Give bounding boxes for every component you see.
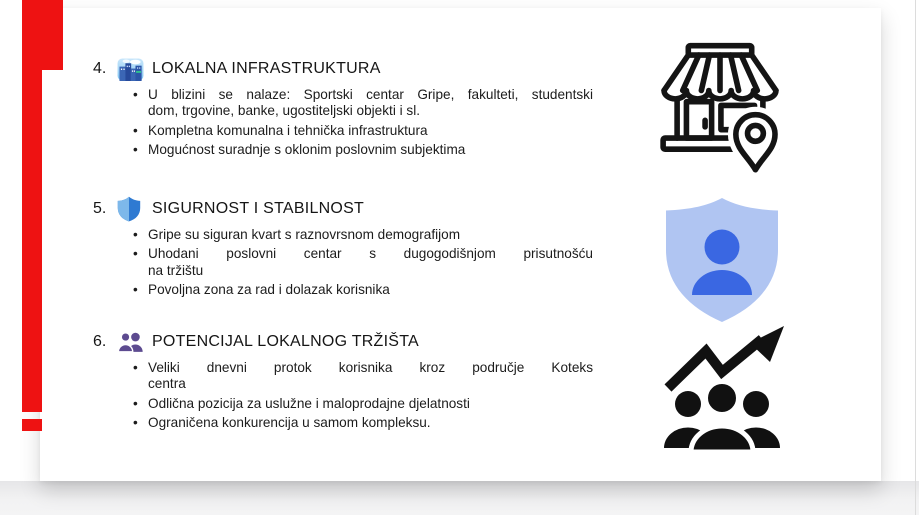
bullet-line: • Mogućnost suradnje s oklonim poslovnim subjektima: [148, 142, 466, 158]
section-potencijal-trzista: [93, 330, 598, 435]
section-number: 4.: [93, 60, 107, 77]
bullet-line: dom, trgovine, banke, ugostiteljski objekti i sl.: [148, 103, 421, 119]
bullet-item: [148, 360, 593, 393]
bullet-line: • Veliki dnevni protok korisnika kroz područje Koteks: [148, 360, 593, 375]
section-title: SIGURNOST I STABILNOST: [152, 200, 365, 217]
blue-shield-icon: [117, 197, 144, 221]
section-header: [93, 330, 598, 354]
bullet-line: na tržištu: [148, 262, 204, 278]
red-accent-bar-top: [22, 0, 63, 70]
section-title: LOKALNA INFRASTRUKTURA: [152, 60, 381, 77]
bullet-item: [148, 396, 593, 412]
bullet-line: • Ograničena konkurencija u samom kompleksu.: [148, 415, 431, 431]
bullet-list: [148, 87, 593, 159]
page-background-strip: [0, 481, 919, 515]
city-buildings-icon: [117, 57, 144, 81]
storefront-location-icon: [650, 42, 790, 180]
people-growth-icon: [656, 324, 788, 454]
bullet-item: [148, 282, 593, 298]
bullet-list: [148, 227, 593, 299]
people-busts-icon: [117, 330, 144, 354]
bullet-item: [148, 227, 593, 243]
page-edge-line: [915, 0, 916, 515]
section-title: POTENCIJAL LOKALNOG TRŽIŠTA: [152, 333, 419, 350]
bullet-list: [148, 360, 593, 432]
bullet-line: • Gripe su siguran kvart s raznovrsnom demografijom: [148, 227, 461, 242]
section-number: 5.: [93, 200, 107, 217]
bullet-line: • Odlična pozicija za uslužne i maloprodajne djelatnosti: [148, 395, 470, 411]
bullet-line: • U blizini se nalaze: Sportski centar Gripe, fakulteti, studentski: [148, 87, 593, 102]
bullet-item: [148, 415, 593, 431]
bullet-line: • Uhodani poslovni centar s dugogodišnjom prisutnošću: [148, 246, 593, 262]
shield-user-icon: [660, 196, 784, 324]
bullet-line: • Kompletna komunalna i tehnička infrastruktura: [148, 122, 428, 138]
red-accent-square: [22, 419, 42, 431]
bullet-item: [148, 246, 593, 279]
section-lokalna-infrastruktura: [93, 57, 598, 162]
section-header: [93, 57, 598, 81]
section-header: [93, 197, 598, 221]
bullet-item: [148, 142, 593, 158]
bullet-item: [148, 87, 593, 120]
section-sigurnost-stabilnost: [93, 197, 598, 302]
bullet-line: • Povoljna zona za rad i dolazak korisnika: [148, 282, 390, 298]
bullet-line: centra: [148, 376, 186, 392]
section-number: 6.: [93, 333, 107, 350]
bullet-item: [148, 123, 593, 139]
